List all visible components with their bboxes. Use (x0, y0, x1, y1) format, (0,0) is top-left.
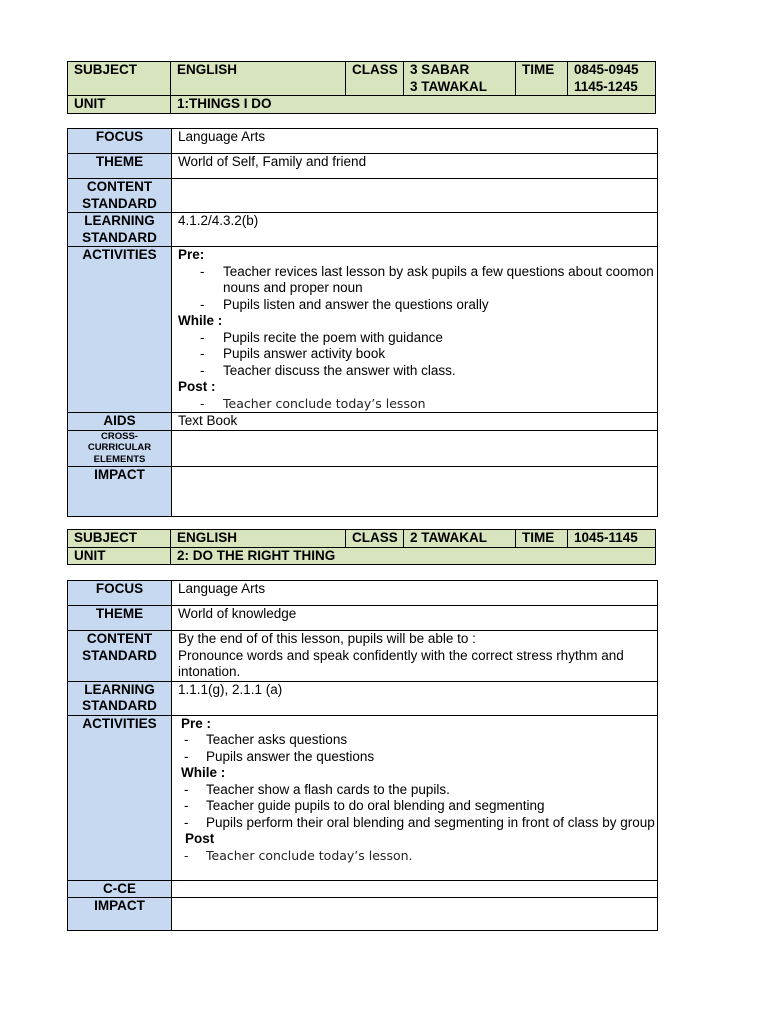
time-value: 0845-0945 (574, 62, 639, 77)
post-list (181, 848, 657, 865)
theme-row (68, 606, 658, 631)
time-value: 1145-1245 (574, 78, 638, 94)
pre-label: Pre: (178, 247, 205, 262)
impact-label: IMPACT (68, 466, 172, 516)
lesson1-unit-row (68, 96, 656, 114)
focus-row (68, 129, 658, 154)
list-item: - Teacher guide pupils to do oral blending and segmenting (181, 798, 657, 815)
time-value: 1045-1145 (568, 530, 656, 548)
content-standard-label (68, 631, 172, 682)
learning-label-line: STANDARD (82, 698, 157, 713)
list-item: - Teacher revices last lesson by ask pupils a few questions about coomon nouns and proper noun (178, 264, 657, 297)
theme-value: World of knowledge (172, 606, 658, 631)
cross-curricular-label (68, 430, 172, 466)
while-list (181, 782, 657, 832)
cce-value (172, 880, 658, 898)
list-item: - Pupils perform their oral blending and segmenting in front of class by group (181, 815, 657, 832)
impact-row (68, 466, 658, 516)
time-label: TIME (516, 62, 568, 96)
lesson2-header-row (68, 530, 656, 548)
aids-row (68, 413, 658, 431)
learning-standard-value: 1.1.1(g), 2.1.1 (a) (172, 681, 658, 715)
cce-label: C-CE (68, 880, 172, 898)
subject-label: SUBJECT (68, 62, 171, 96)
content-label-line: CONTENT (86, 631, 153, 646)
content-standard-row (68, 179, 658, 213)
content-label-line: STANDARD (82, 195, 157, 211)
class-value: 2 TAWAKAL (404, 530, 516, 548)
cce-label-line: CURRICULAR (87, 442, 152, 453)
class-label: CLASS (346, 62, 404, 96)
list-item: - Pupils answer activity book (178, 346, 657, 363)
focus-label: FOCUS (68, 581, 172, 606)
lesson2-header-table (67, 529, 656, 565)
time-values (568, 62, 656, 96)
while-label: While : (178, 313, 223, 328)
unit-label: UNIT (68, 547, 171, 565)
content-standard-value (172, 179, 658, 213)
time-label: TIME (516, 530, 568, 548)
activities-label: ACTIVITIES (68, 247, 172, 413)
theme-row (68, 154, 658, 179)
learning-label-line: STANDARD (82, 229, 157, 245)
class-label: CLASS (346, 530, 404, 548)
post-label: Post (185, 831, 215, 846)
list-item: - Teacher show a flash cards to the pupils. (181, 782, 657, 799)
list-item: - Teacher asks questions (181, 732, 657, 749)
learning-standard-row (68, 213, 658, 247)
list-item: - Pupils answer the questions (181, 749, 657, 766)
learning-label-line: LEARNING (84, 213, 155, 228)
post-label: Post : (178, 379, 216, 394)
lesson1-header-row (68, 62, 656, 96)
unit-value: 1:THINGS I DO (171, 96, 656, 114)
activities-row (68, 715, 658, 880)
pre-list (178, 264, 657, 314)
activities-content (172, 247, 658, 413)
content-standard-label (68, 179, 172, 213)
pre-label: Pre : (181, 715, 212, 731)
content-label-line: CONTENT (86, 179, 153, 194)
activities-row (68, 247, 658, 413)
focus-value: Language Arts (172, 581, 658, 606)
impact-row (68, 898, 658, 931)
while-label: While : (181, 765, 226, 780)
impact-value (172, 898, 658, 931)
class-value: 3 TAWAKAL (410, 78, 487, 94)
pre-list (181, 732, 657, 765)
activities-label: ACTIVITIES (68, 715, 172, 880)
list-item: - Pupils listen and answer the questions orally (178, 297, 657, 314)
list-item: - Pupils recite the poem with guidance (178, 330, 657, 347)
impact-label: IMPACT (68, 898, 172, 931)
list-item: - Teacher discuss the answer with class. (178, 363, 657, 380)
content-line: By the end of of this lesson, pupils will be able to : (178, 631, 476, 646)
post-list (178, 396, 657, 413)
aids-label: AIDS (68, 413, 172, 431)
activities-content (172, 715, 658, 880)
lesson1-header-table (67, 61, 656, 114)
content-line: Pronounce words and speak confidently with the correct stress rhythm and intonation. (178, 647, 624, 679)
theme-label: THEME (68, 606, 172, 631)
subject-value: ENGLISH (171, 62, 346, 96)
class-value: 3 SABAR (410, 62, 470, 77)
class-values (404, 62, 516, 96)
learning-standard-row (68, 681, 658, 715)
cce-row (68, 880, 658, 898)
list-item: - Teacher conclude today’s lesson. (181, 848, 657, 865)
unit-value: 2: DO THE RIGHT THING (171, 547, 656, 565)
unit-label: UNIT (68, 96, 171, 114)
cross-curricular-value (172, 430, 658, 466)
impact-value (172, 466, 658, 516)
while-list (178, 330, 657, 380)
focus-label: FOCUS (68, 129, 172, 154)
lesson1-plan-table (67, 128, 658, 517)
learning-label-line: LEARNING (84, 681, 155, 697)
subject-value: ENGLISH (171, 530, 346, 548)
learning-standard-label (68, 681, 172, 715)
theme-label: THEME (68, 154, 172, 179)
focus-row (68, 581, 658, 606)
aids-value: Text Book (172, 413, 658, 431)
content-standard-row (68, 631, 658, 682)
cce-label-line: ELEMENTS (93, 453, 146, 465)
learning-standard-value: 4.1.2/4.3.2(b) (172, 213, 658, 247)
cross-curricular-row (68, 430, 658, 466)
subject-label: SUBJECT (68, 530, 171, 548)
lesson2-unit-row (68, 547, 656, 565)
content-standard-value (172, 631, 658, 682)
focus-value: Language Arts (172, 129, 658, 154)
learning-standard-label (68, 213, 172, 247)
theme-value: World of Self, Family and friend (172, 154, 658, 179)
list-item: - Teacher conclude today’s lesson (178, 396, 657, 413)
cce-label-line: CROSS- (101, 430, 138, 442)
lesson2-plan-table (67, 580, 658, 931)
content-label-line: STANDARD (82, 647, 157, 663)
